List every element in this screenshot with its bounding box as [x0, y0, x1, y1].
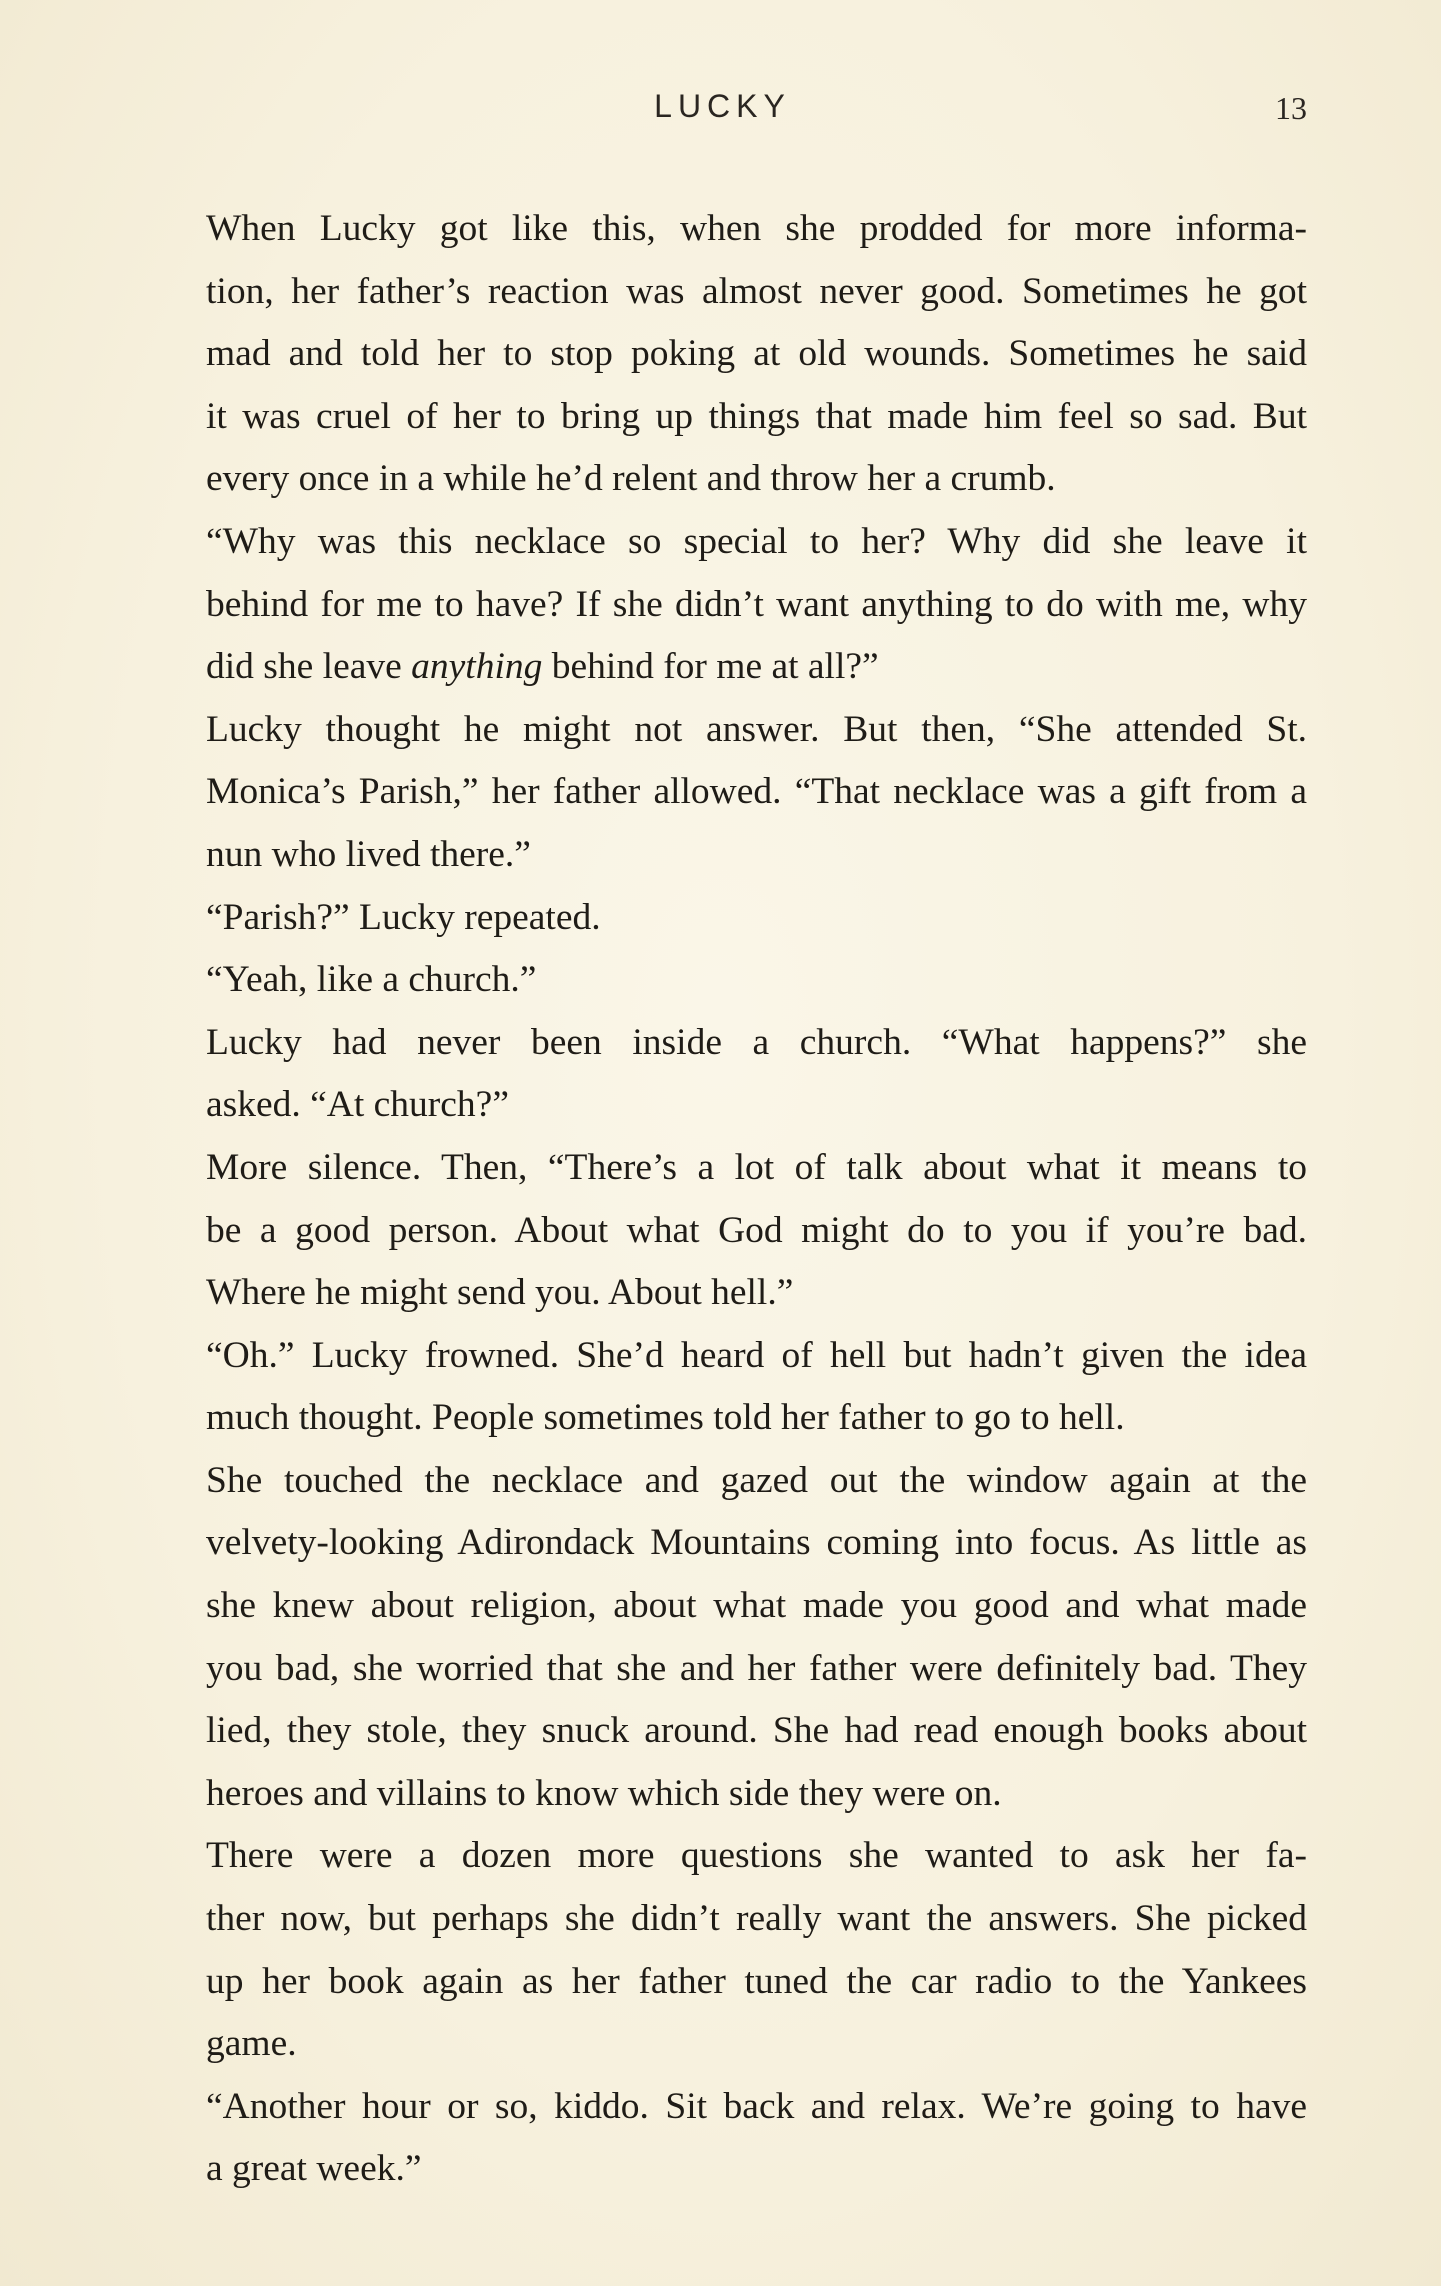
text-line: “Why was this necklace so special to her? Why did she leave it [206, 520, 1307, 562]
text-line: tion, her father’s reaction was almost never good. Sometimes he got [206, 270, 1307, 312]
text-line: much thought. People sometimes told her father to go to hell. [206, 1397, 1125, 1439]
running-head: LUCKY [654, 88, 791, 124]
italic-word: anything [411, 646, 543, 688]
text-line: Monica’s Parish,” her father allowed. “That necklace was a gift from a [206, 771, 1307, 813]
paragraph [138, 1450, 1307, 1826]
text-line: velvety-looking Adirondack Mountains coming into focus. As little as [206, 1522, 1307, 1564]
text-line: game. [206, 2023, 297, 2065]
paragraph [138, 1825, 1307, 2075]
text-line: “Parish?” Lucky repeated. [206, 896, 601, 938]
text-line [138, 636, 1307, 699]
text-line: “Another hour or so, kiddo. Sit back and relax. We’re going to have [206, 2085, 1307, 2127]
text-line: a great week.” [206, 2148, 422, 2190]
paragraph [138, 887, 1307, 950]
text-line: Where he might send you. About hell.” [206, 1272, 794, 1314]
text-segment: behind for me at all?” [542, 646, 879, 688]
page-number: 13 [1275, 90, 1307, 126]
text-line: She touched the necklace and gazed out the window again at the [206, 1459, 1307, 1501]
text-line: Lucky thought he might not answer. But then, “She attended St. [206, 708, 1307, 750]
text-line: asked. “At church?” [206, 1084, 509, 1126]
text-line: you bad, she worried that she and her father were definitely bad. They [206, 1647, 1307, 1689]
text-line: she knew about religion, about what made you good and what made [206, 1585, 1307, 1627]
text-line: lied, they stole, they snuck around. She had read enough books about [206, 1710, 1307, 1752]
paragraph [138, 699, 1307, 887]
paragraph [138, 511, 1307, 699]
text-line: heroes and villains to know which side they were on. [206, 1772, 1002, 1814]
text-line: be a good person. About what God might do to you if you’re bad. [206, 1209, 1307, 1251]
text-line: “Yeah, like a church.” [206, 959, 537, 1001]
paragraph [138, 1325, 1307, 1450]
text-line: up her book again as her father tuned the car radio to the Yankees [206, 1960, 1307, 2002]
text-line: nun who lived there.” [206, 833, 531, 875]
text-line: ther now, but perhaps she didn’t really want the answers. She picked [206, 1898, 1307, 1940]
text-line: “Oh.” Lucky frowned. She’d heard of hell but hadn’t given the idea [206, 1334, 1307, 1376]
text-line: it was cruel of her to bring up things that made him feel so sad. But [206, 395, 1307, 437]
paragraph [138, 949, 1307, 1012]
page-header [138, 88, 1307, 138]
paragraph [138, 198, 1307, 511]
text-line: More silence. Then, “There’s a lot of talk about what it means to [206, 1146, 1307, 1188]
text-segment: did she leave [206, 646, 412, 688]
paragraph [138, 1012, 1307, 1137]
text-line: Lucky had never been inside a church. “What happens?” she [206, 1021, 1307, 1063]
text-line: mad and told her to stop poking at old wounds. Sometimes he said [206, 333, 1307, 375]
text-line: There were a dozen more questions she wanted to ask her fa- [206, 1835, 1307, 1877]
text-line: behind for me to have? If she didn’t want anything to do with me, why [206, 583, 1307, 625]
text-line: When Lucky got like this, when she prodded for more informa- [206, 208, 1307, 249]
text-line: every once in a while he’d relent and throw her a crumb. [206, 458, 1056, 500]
paragraph [138, 1137, 1307, 1325]
paragraph [138, 2076, 1307, 2201]
body-text [138, 198, 1307, 2201]
